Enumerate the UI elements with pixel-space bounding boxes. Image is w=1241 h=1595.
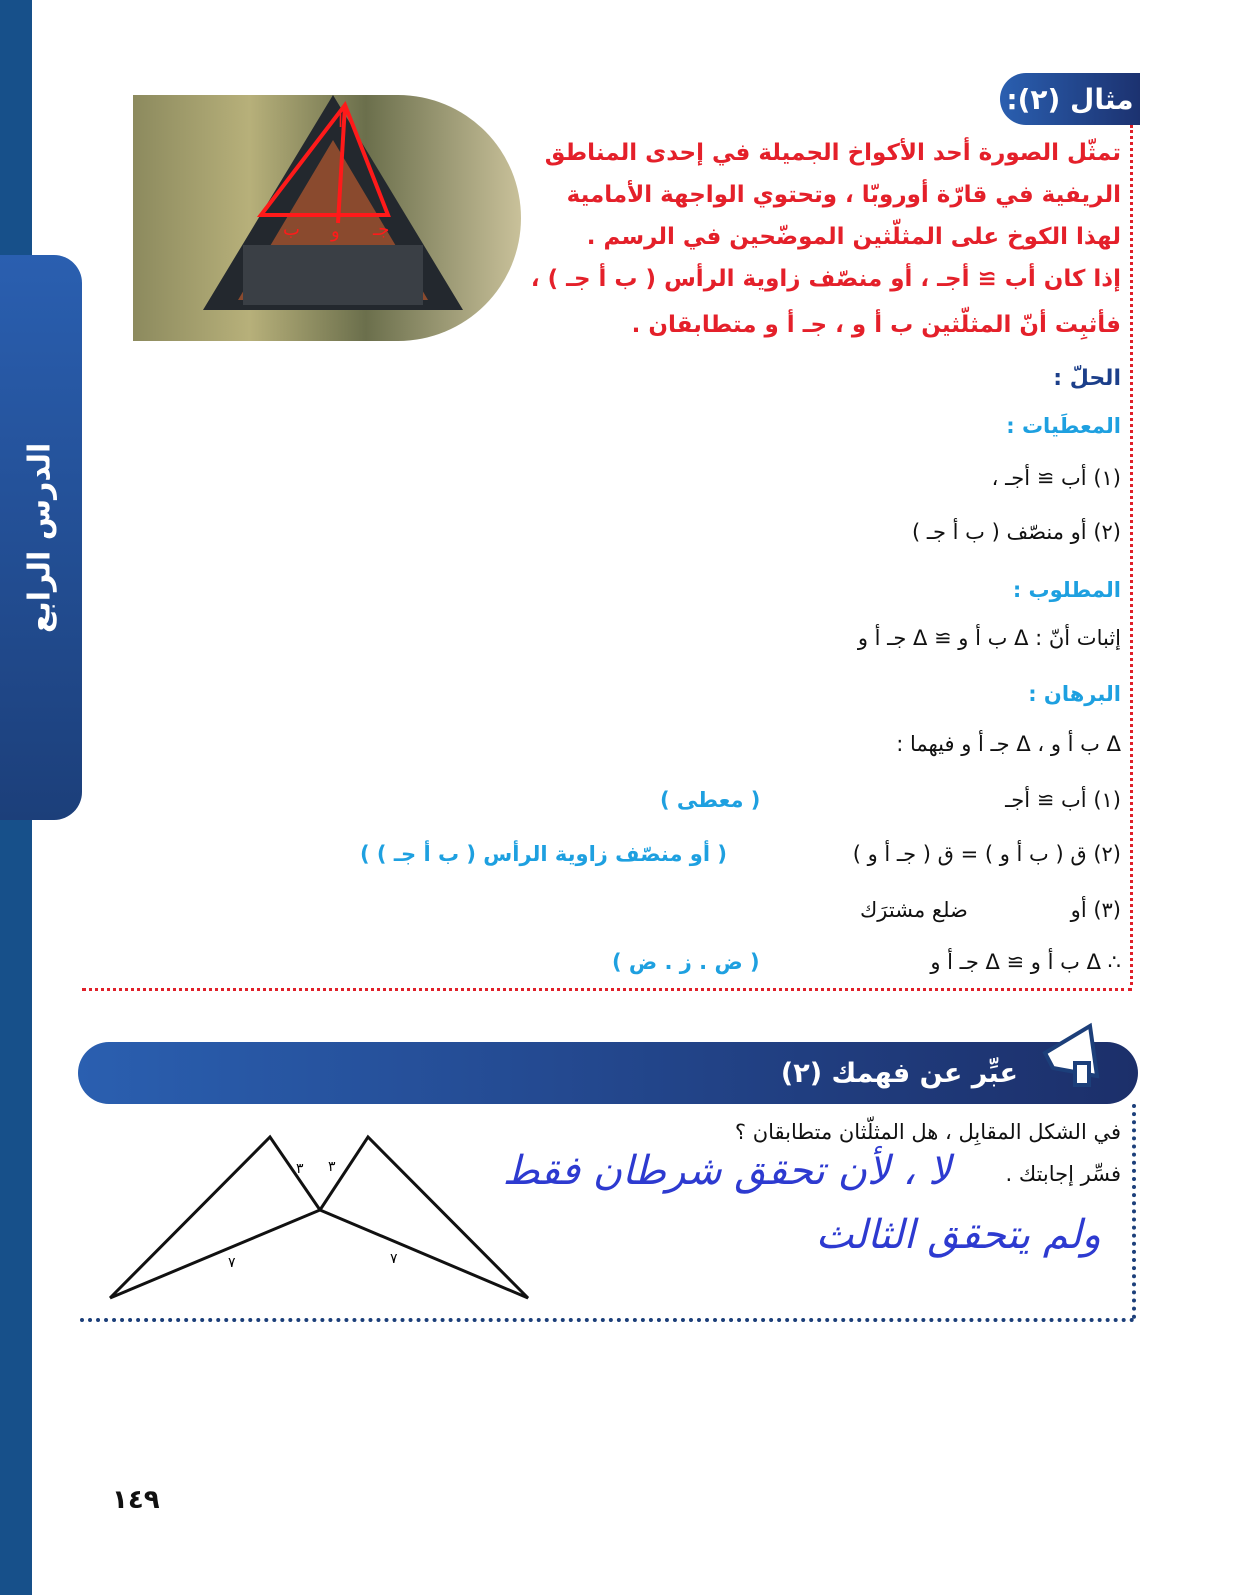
proof-step-statement: (٣) أو [1070, 898, 1121, 922]
express-title: عبِّر عن فهمك (٢) [78, 1042, 1138, 1104]
dotted-border [82, 988, 1132, 991]
solution-heading: الحلّ : [1053, 366, 1121, 391]
dotted-border [80, 1318, 1135, 1322]
page-number: ١٤٩ [112, 1485, 160, 1515]
required-text: إثبات أنّ : Δ ب أ و ≅ Δ جـ أ و [857, 626, 1121, 650]
angle-label: ٣ [296, 1161, 304, 1177]
example-line: إذا كان أب ≅ أجـ ، أو منصّف زاوية الرأس ( ب أ جـ ) ، [530, 266, 1121, 292]
side-label: ٧ [390, 1251, 398, 1267]
proof-step-reason: ( معطى ) [660, 788, 761, 812]
angle-label: ٣ [328, 1159, 336, 1175]
cabin-photo [133, 95, 521, 341]
proof-step-reason: ( ض . ز . ض ) [612, 950, 760, 974]
given-2: (٢) أو منصّف ( ب أ جـ ) [911, 520, 1121, 544]
photo-label-b: ب [283, 219, 300, 240]
proof-step-reason: ضلع مشترَك [860, 898, 968, 922]
proof-conclusion: ∴ Δ ب أ و ≅ Δ جـ أ و [930, 950, 1121, 974]
photo-label-j: جـ [373, 219, 390, 240]
proof-step-reason: ( أو منصّف زاوية الرأس ( ب أ جـ ) ) [360, 842, 727, 866]
lesson-label: الدرس الرابع [22, 442, 58, 633]
handwritten-answer: لا ، لأن تحقق شرطان فقط [502, 1148, 951, 1194]
proof-heading: البرهان : [1028, 682, 1121, 706]
required-heading: المطلوب : [1012, 578, 1121, 602]
handwritten-answer: ولم يتحقق الثالث [815, 1212, 1101, 1258]
triangles-figure [100, 1125, 540, 1310]
example-title: مثال (٢): [1000, 73, 1140, 125]
side-label: ٧ [228, 1255, 236, 1271]
given-1: (١) أب ≅ أجـ ، [991, 466, 1121, 490]
proof-step-statement: (١) أب ≅ أجـ [1005, 788, 1121, 812]
express-question: فسِّر إجابتك . [1005, 1162, 1121, 1186]
photo-label-w: و [331, 221, 340, 242]
givens-heading: المعطَيات : [1006, 414, 1121, 438]
express-question: في الشكل المقابِل ، هل المثلّثان متطابقان ؟ [734, 1120, 1121, 1144]
megaphone-icon [1035, 1018, 1115, 1090]
photo-label-a: أ [338, 111, 344, 132]
dotted-border [1130, 125, 1133, 985]
example-line: الريفية في قارّة أوروبّا ، وتحتوي الواجهة الأمامية [566, 182, 1121, 208]
proof-step-statement: (٢) ق ( ب أ و ) = ق ( جـ أ و ) [852, 842, 1121, 866]
example-line: تمثّل الصورة أحد الأكواخ الجميلة في إحدى المناطق [544, 140, 1121, 166]
example-line: فأثبِت أنّ المثلّثين ب أ و ، جـ أ و متطابقان . [631, 312, 1121, 338]
dotted-border [1132, 1104, 1136, 1319]
proof-intro: Δ ب أ و ، Δ جـ أ و فيهما : [896, 732, 1121, 756]
example-line: لهذا الكوخ على المثلّثين الموضّحين في الرسم . [586, 224, 1121, 250]
